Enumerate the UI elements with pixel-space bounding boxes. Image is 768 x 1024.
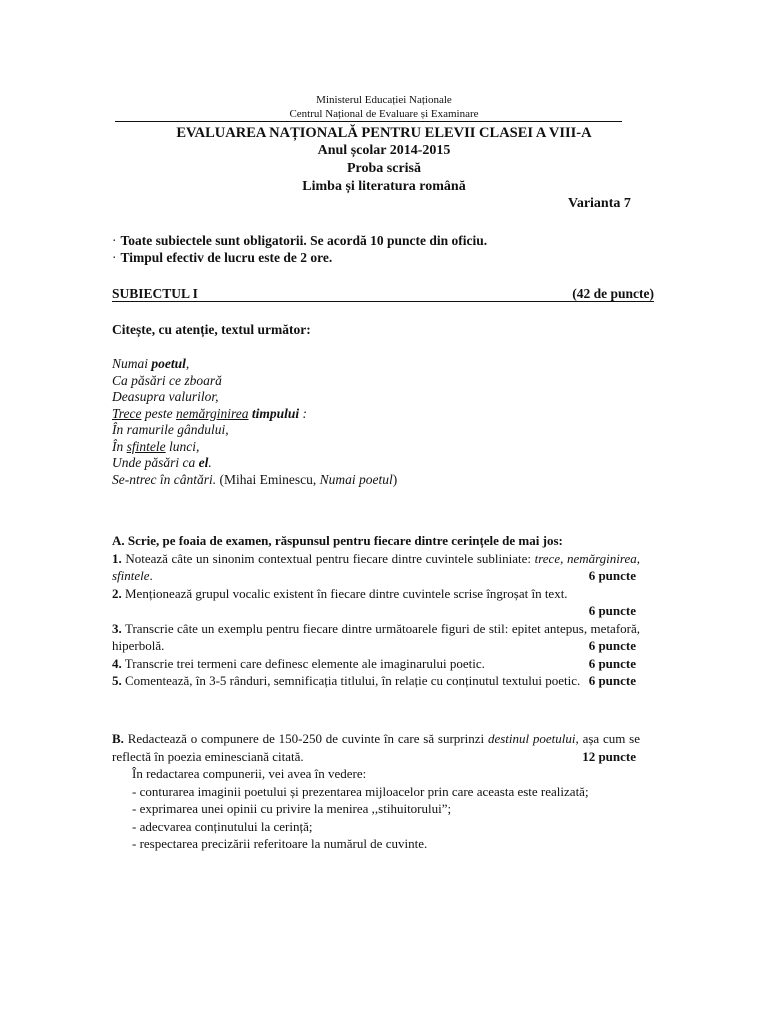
question-points: 6 puncte	[588, 655, 636, 671]
section-heading	[112, 286, 654, 302]
bullet-icon: ·	[112, 250, 117, 265]
poem-line: Numai poetul,	[112, 356, 190, 371]
part-a-heading: A. Scrie, pe foaia de examen, răspunsul pentru fiecare dintre cerințele de mai jos:	[112, 533, 563, 548]
rule-text: Toate subiectele sunt obligatorii. Se acordă 10 puncte din oficiu.	[120, 233, 488, 248]
exam-type: Proba scrisă	[346, 161, 421, 176]
part-a	[112, 532, 640, 690]
rule-item	[112, 249, 332, 266]
poem-line: Trece peste nemărginirea timpului :	[112, 405, 308, 421]
question-4: 4. Transcrie trei termeni care definesc elemente ale imaginarului poetic. 6 puncte	[112, 655, 636, 671]
poem-line: Se-ntrec în cântări. (Mihai Eminescu, Numai poetul)	[112, 471, 398, 487]
requirement-item: - respectarea precizării referitoare la numărul de cuvinte.	[132, 836, 428, 851]
section-title: SUBIECTUL I	[112, 286, 198, 301]
question-points: 6 puncte	[588, 603, 636, 618]
question-points: 6 puncte	[588, 673, 636, 688]
bullet-icon: ·	[112, 233, 117, 248]
poem-line: Deasupra valurilor,	[112, 389, 219, 404]
rule-text: Timpul efectiv de lucru este de 2 ore.	[120, 250, 333, 265]
read-instruction: Citește, cu atenție, textul următor:	[112, 322, 311, 337]
poem-text	[112, 356, 397, 488]
requirement-item: - exprimarea unei opinii cu privire la menirea ,,stihuitorului”;	[132, 801, 452, 816]
poem-line: În ramurile gândului,	[112, 422, 229, 437]
question-1: 1. Notează câte un sinonim contextual pentru fiecare dintre cuvintele subliniate: trece, nemărginirea, sfintele. 6 puncte	[112, 550, 640, 583]
part-b-prompt: B. Redactează o compunere de 150-250 de cuvinte în care să surprinzi destinul poetului, așa cum se reflectă în poezia eminesciană citată. 12 puncte	[112, 731, 640, 764]
requirement-item: - conturarea imaginii poetului și prezentarea mijloacelor prin care aceasta este realizată;	[132, 783, 589, 799]
center-name: Centrul Național de Evaluare și Examinare	[289, 108, 479, 120]
question-points: 6 puncte	[588, 568, 636, 583]
poem-line: În sfintele lunci,	[112, 438, 200, 454]
exam-variant: Varianta 7	[568, 196, 631, 211]
poem-line: Ca păsări ce zboară	[112, 372, 222, 388]
exam-title: EVALUAREA NAȚIONALĂ PENTRU ELEVII CLASEI A VIII-A	[176, 125, 592, 141]
exam-subject: Limba și literatura română	[302, 179, 466, 194]
question-2: 2. Menționează grupul vocalic existent în fiecare dintre cuvintele scrise îngroșat în text.	[112, 585, 568, 601]
question-3: 3. Transcrie câte un exemplu pentru fiecare dintre următoarele figuri de stil: epitet antepus, metaforă, hiperbolă. 6 puncte	[112, 620, 640, 653]
question-5: 5. Comentează, în 3-5 rânduri, semnificația titlului, în relație cu conținutul textului poetic. 6 puncte	[112, 673, 636, 688]
poem-line: Unde păsări ca el.	[112, 455, 212, 470]
rule-item	[112, 232, 487, 249]
question-points: 12 puncte	[582, 748, 636, 764]
header-divider	[115, 121, 622, 122]
requirement-item: - adecvarea conținutului la cerință;	[132, 818, 313, 834]
ministry-name: Ministerul Educației Naționale	[316, 94, 452, 106]
section-points: (42 de puncte)	[572, 286, 654, 301]
question-points: 6 puncte	[588, 638, 636, 653]
school-year: Anul școlar 2014-2015	[317, 143, 451, 158]
part-b-intro: În redactarea compunerii, vei avea în vedere:	[132, 766, 367, 781]
part-b	[112, 730, 640, 853]
